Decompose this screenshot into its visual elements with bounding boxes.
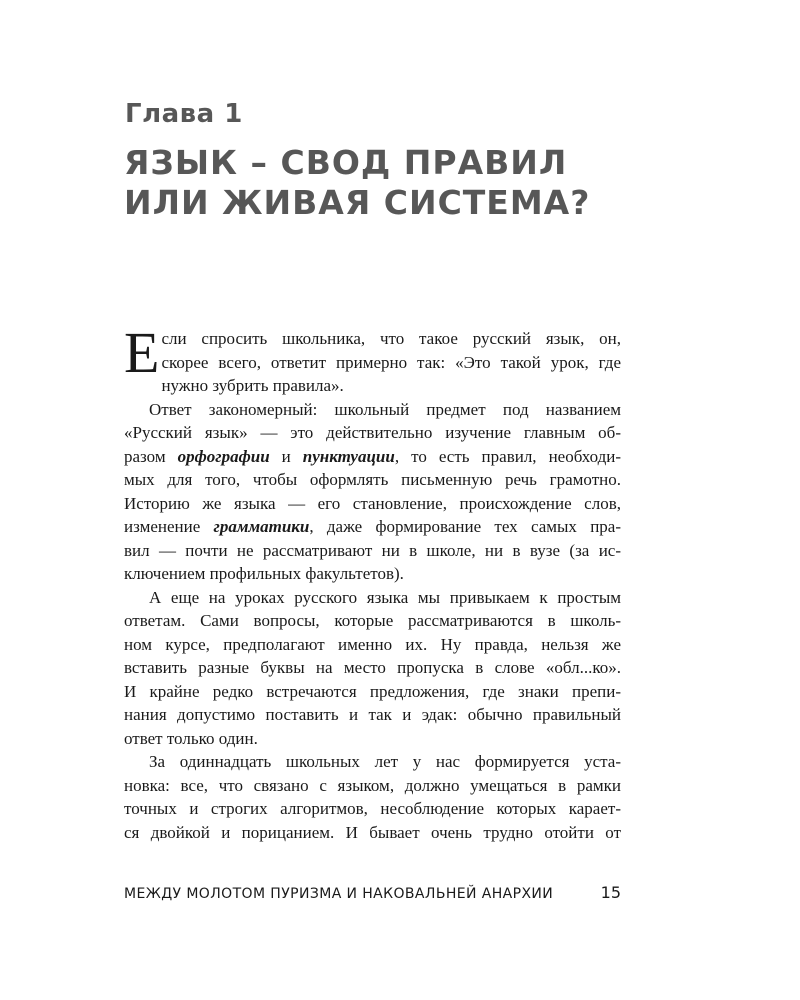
text-line: сли спросить школьника, что такое русский язык, он, [161, 329, 621, 348]
text-line: «Русский язык» — это действительно изучение главным об- [124, 423, 621, 442]
term-punctuation: пунктуации [302, 446, 395, 466]
term-orthography: орфографии [177, 446, 270, 466]
text-line: скорее всего, ответит примерно так: «Это такой урок, где [161, 352, 621, 372]
text-line: вил — почти не рассматривают ни в школе, ни в вузе (за ис- [124, 540, 621, 560]
page-number: 15 [600, 883, 621, 902]
chapter-title-line-1: ЯЗЫК – СВОД ПРАВИЛ [124, 143, 568, 182]
drop-cap: Е [124, 320, 160, 385]
text-fragment: и [269, 446, 303, 466]
paragraph-4 [124, 750, 621, 844]
text-line: ответ только один. [124, 728, 258, 748]
chapter-title [124, 143, 590, 223]
text-line: За одиннадцать школьных лет у нас формируется уста- [149, 752, 621, 771]
text-line: ответам. Сами вопросы, которые рассматриваются в школь- [124, 611, 621, 630]
paragraph-2 [124, 398, 621, 586]
text-line: ключением профильных факультетов). [124, 564, 404, 583]
text-line [124, 515, 621, 539]
running-footer-title: МЕЖДУ МОЛОТОМ ПУРИЗМА И НАКОВАЛЬНЕЙ АНАРХИИ [124, 886, 554, 902]
text-line: А еще на уроках русского языка мы привыкаем к простым [149, 587, 621, 607]
text-line: вставить разные буквы на место пропуска в слове «обл...ко». [124, 658, 621, 677]
text-line: Ответ закономерный: школьный предмет под названием [149, 399, 621, 419]
text-line: Историю же языка — его становление, происхождение слов, [124, 493, 621, 513]
term-grammar: грамматики [213, 517, 310, 536]
text-fragment: , даже формирование тех самых пра- [309, 517, 622, 536]
text-line: ся двойкой и порицанием. И бывает очень трудно отойти от [124, 822, 621, 842]
text-line: И крайне редко встречаются предложения, где знаки препи- [124, 681, 621, 701]
chapter-label: Глава 1 [125, 99, 243, 129]
chapter-title-line-2: ИЛИ ЖИВАЯ СИСТЕМА? [124, 183, 591, 222]
text-line: мых для того, чтобы оформлять письменную речь грамотно. [124, 470, 621, 489]
text-line: ном курсе, предполагают именно их. Ну правда, нельзя же [124, 634, 621, 654]
paragraph-3 [124, 586, 621, 751]
text-fragment: разом [124, 446, 178, 466]
text-line: точных и строгих алгоритмов, несоблюдение которых карает- [124, 799, 621, 818]
text-line: нужно зубрить правила». [161, 376, 344, 395]
text-fragment: , то есть правил, необходи- [394, 446, 621, 466]
text-line: нания допустимо поставить и так и эдак: обычно правильный [124, 705, 621, 724]
paragraph-1 [124, 320, 621, 398]
text-line [124, 445, 621, 469]
body-text [124, 320, 622, 844]
text-fragment: изменение [124, 517, 214, 536]
text-line: новка: все, что связано с языком, должно умещаться в рамки [124, 775, 621, 795]
